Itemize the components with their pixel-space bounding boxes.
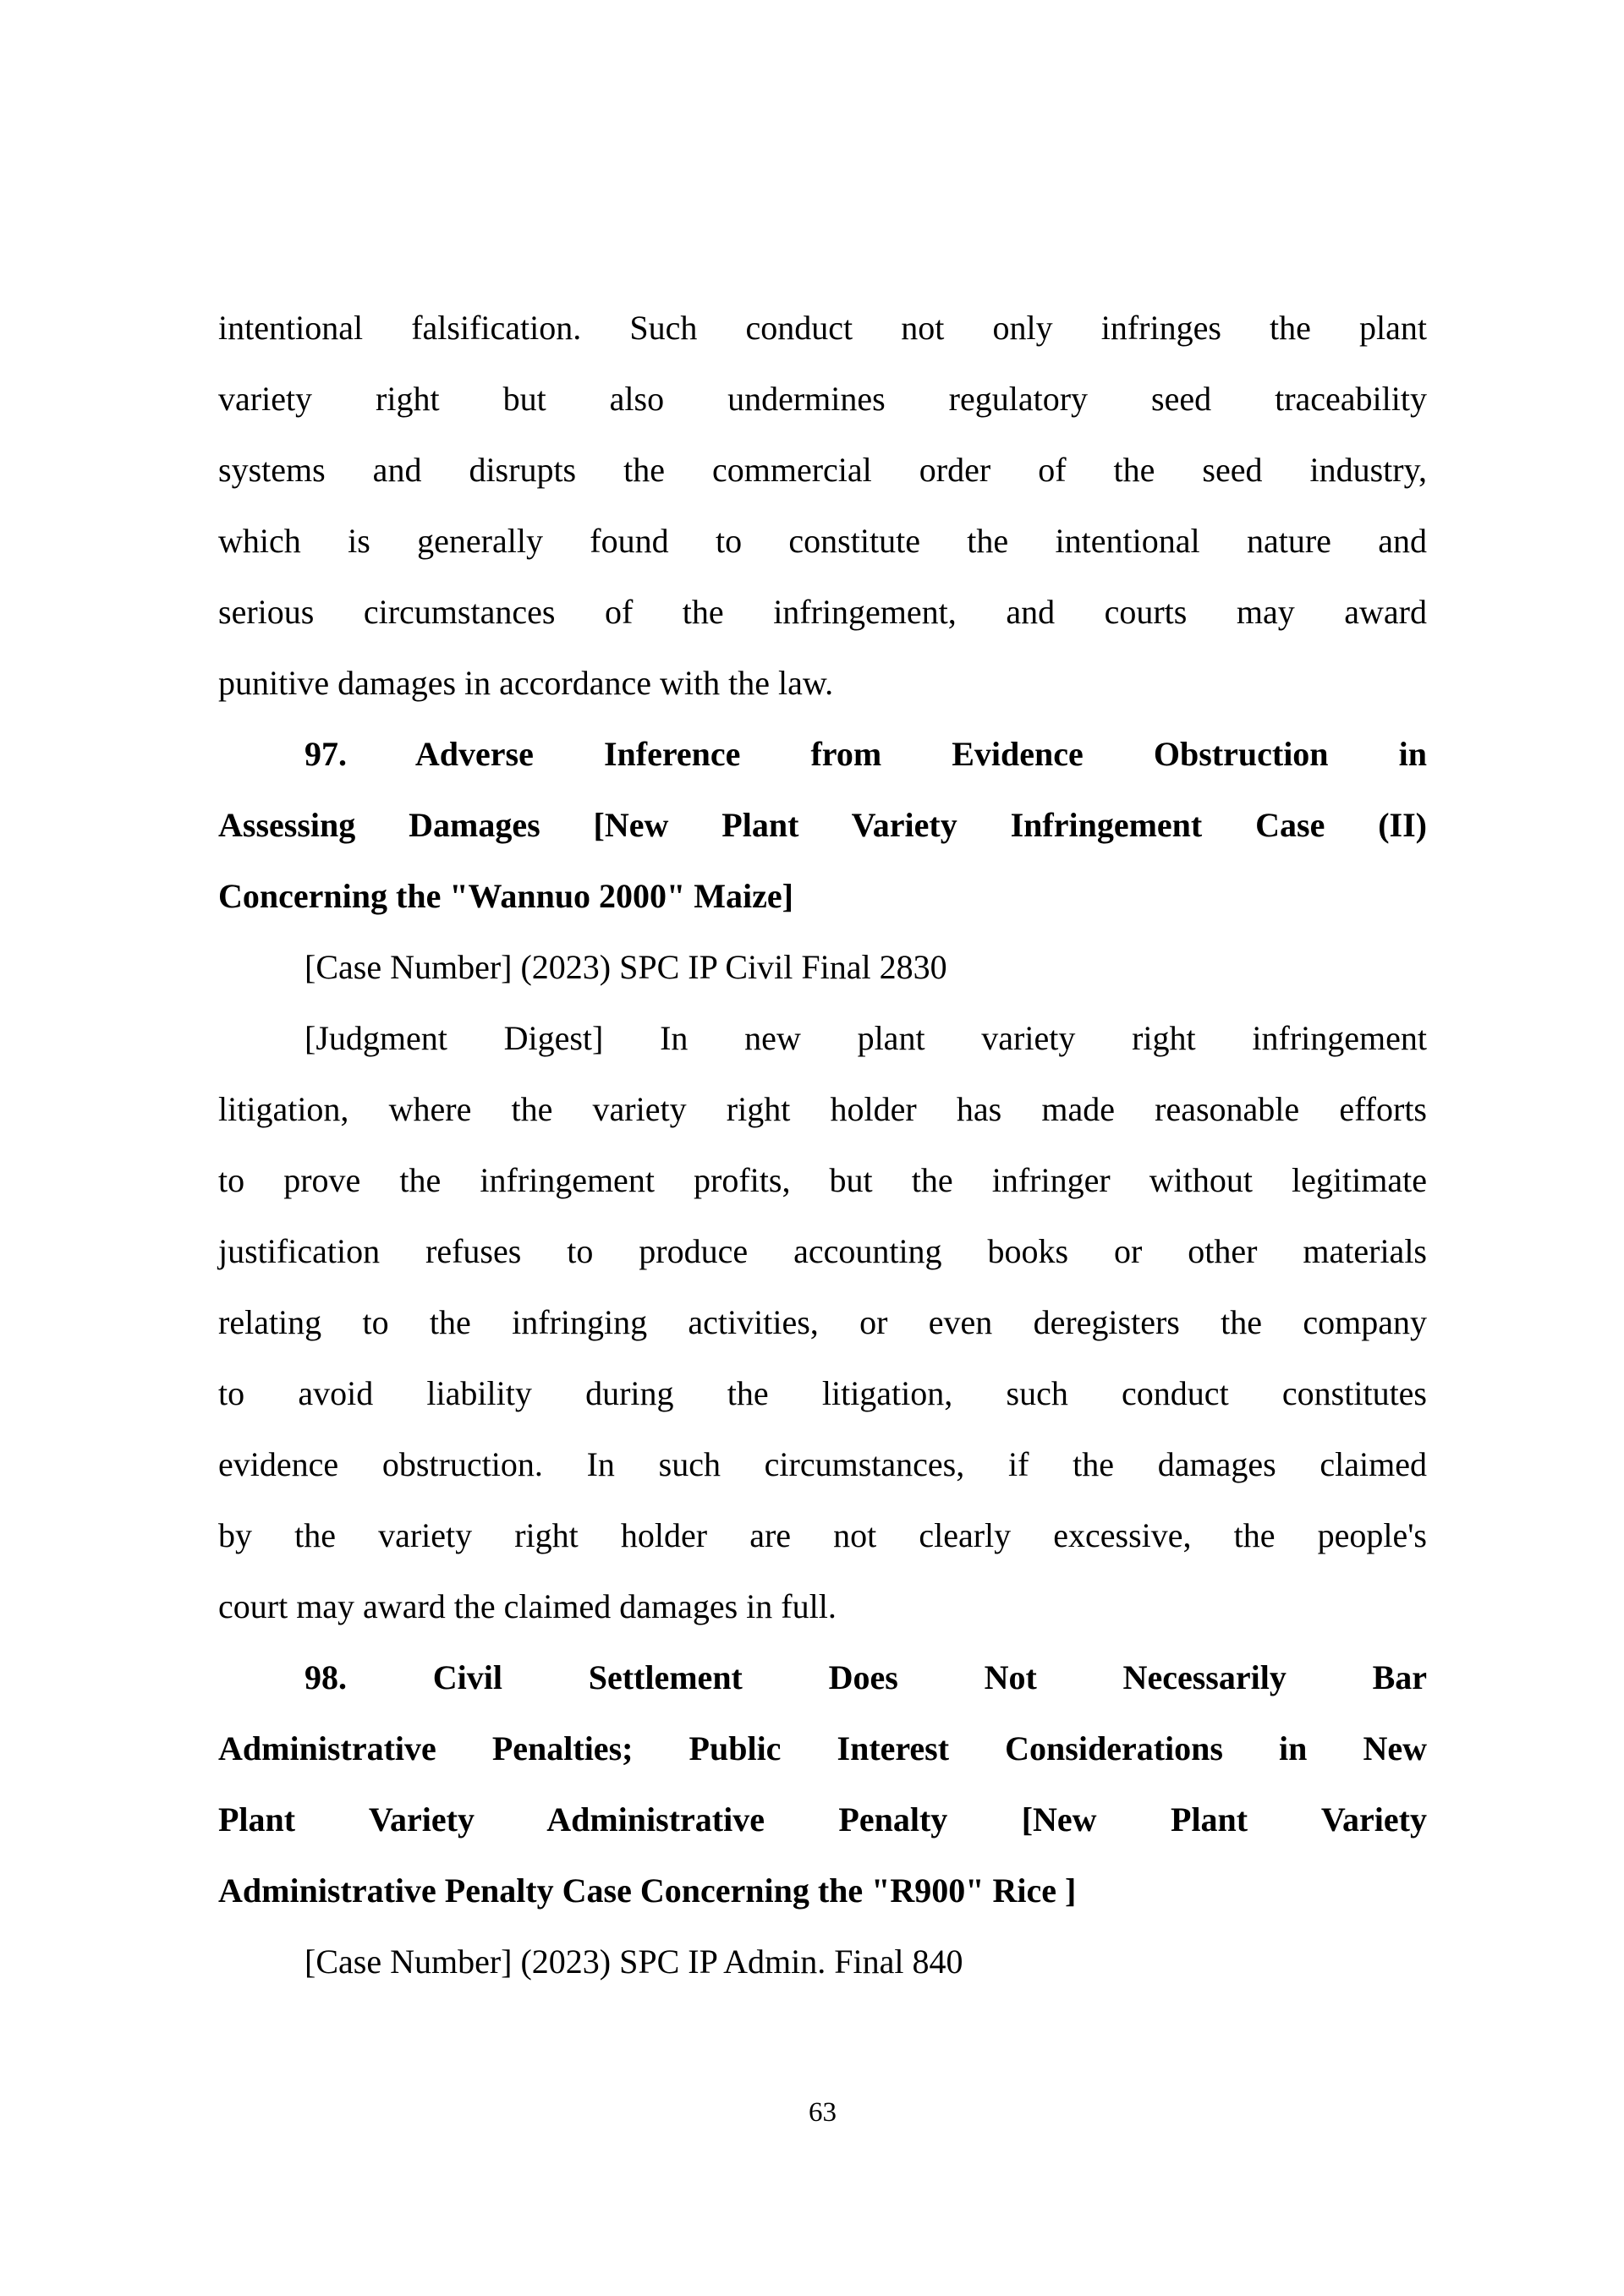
case-number-97 — [218, 932, 1427, 1003]
case-number-98 — [218, 1926, 1427, 1997]
text-line: 97. Adverse Inference from Evidence Obstruction in — [304, 735, 1427, 773]
text-line: which is generally found to constitute the intentional nature and — [218, 522, 1427, 560]
text-line: by the variety right holder are not clearly excessive, the people's — [218, 1516, 1427, 1554]
text-line: [Case Number] (2023) SPC IP Civil Final 2830 — [304, 948, 947, 986]
text-line: court may award the claimed damages in full. — [218, 1587, 837, 1625]
text-line: punitive damages in accordance with the law. — [218, 664, 834, 702]
text-line: Plant Variety Administrative Penalty [New Plant Variety — [218, 1800, 1427, 1838]
text-line: relating to the infringing activities, or even deregisters the company — [218, 1303, 1427, 1341]
text-line: serious circumstances of the infringement, and courts may award — [218, 593, 1427, 631]
text-line: Administrative Penalty Case Concerning the "R900" Rice ] — [218, 1871, 1077, 1910]
text-line: intentional falsification. Such conduct not only infringes the plant — [218, 309, 1427, 347]
text-line: justification refuses to produce accounting books or other materials — [218, 1232, 1427, 1270]
text-line: evidence obstruction. In such circumstances, if the damages claimed — [218, 1445, 1427, 1483]
body-paragraph-continued — [218, 293, 1427, 719]
text-line: [Case Number] (2023) SPC IP Admin. Final 840 — [304, 1943, 963, 1981]
page-number: 63 — [809, 2097, 837, 2128]
heading-case-97 — [218, 719, 1427, 932]
text-line: to prove the infringement profits, but the infringer without legitimate — [218, 1161, 1427, 1199]
text-line: to avoid liability during the litigation, such conduct constitutes — [218, 1374, 1427, 1412]
text-line: Administrative Penalties; Public Interest Considerations in New — [218, 1729, 1427, 1767]
text-line: litigation, where the variety right holder has made reasonable efforts — [218, 1090, 1427, 1128]
text-line: variety right but also undermines regulatory seed traceability — [218, 380, 1427, 418]
judgment-digest-97 — [218, 1003, 1427, 1642]
text-line: [Judgment Digest] In new plant variety right infringement — [304, 1019, 1427, 1057]
text-line: Assessing Damages [New Plant Variety Infringement Case (II) — [218, 806, 1427, 844]
heading-case-98 — [218, 1642, 1427, 1926]
text-line: Concerning the "Wannuo 2000" Maize] — [218, 877, 793, 915]
text-line: 98. Civil Settlement Does Not Necessarily Bar — [304, 1658, 1427, 1696]
text-block — [218, 293, 1427, 1997]
text-line: systems and disrupts the commercial order of the seed industry, — [218, 451, 1427, 489]
